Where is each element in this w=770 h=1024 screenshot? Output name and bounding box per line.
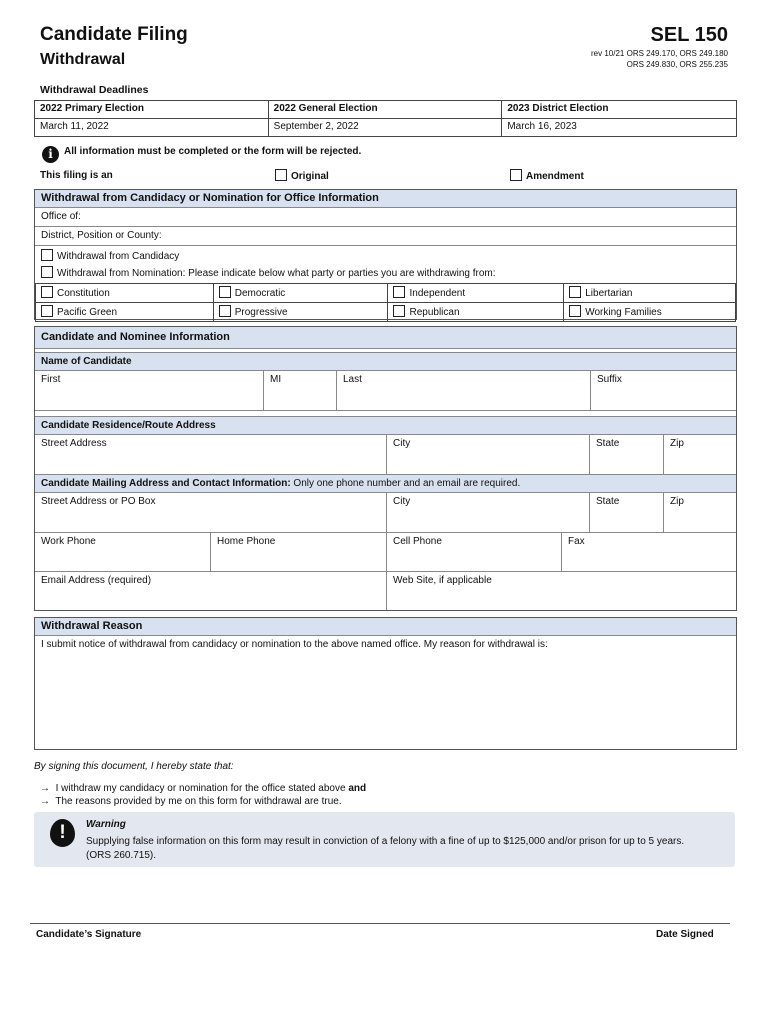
attestation-item-2-text: The reasons provided by me on this form for withdrawal are true. — [55, 796, 342, 807]
phone-row — [35, 533, 736, 572]
office-of-field[interactable] — [35, 208, 736, 227]
office-section-title: Withdrawal from Candidacy or Nomination for Office Information — [35, 190, 736, 208]
party-pacific-green-label: Pacific Green — [57, 307, 118, 318]
office-of-label: Office of: — [41, 211, 81, 222]
mailing-label — [35, 475, 736, 493]
date-signed-label: Date Signed — [656, 929, 714, 940]
candidate-signature-label: Candidate’s Signature — [36, 929, 142, 940]
website-field[interactable] — [386, 572, 736, 610]
withdraw-nomination-label: Withdrawal from Nomination: Please indicate below what party or parties you are withdrawing from: — [57, 268, 496, 279]
party-republican-box[interactable] — [393, 305, 405, 317]
last-name-label: Last — [343, 374, 362, 385]
cell-phone-field[interactable] — [386, 533, 561, 571]
withdraw-candidacy-label: Withdrawal from Candidacy — [57, 251, 180, 262]
mailing-zip-label: Zip — [670, 496, 684, 507]
party-democratic-box[interactable] — [219, 286, 231, 298]
name-of-candidate-label: Name of Candidate — [35, 353, 736, 371]
original-checkbox-box[interactable] — [275, 169, 287, 181]
amendment-checkbox-box[interactable] — [510, 169, 522, 181]
candidate-section-title: Candidate and Nominee Information — [35, 327, 736, 349]
residence-row — [35, 435, 736, 475]
revision-line-2: ORS 249.830, ORS 255.235 — [626, 60, 728, 69]
middle-initial-label: MI — [270, 374, 282, 385]
original-checkbox[interactable] — [275, 169, 329, 182]
party-independent-box[interactable] — [393, 286, 405, 298]
party-democratic-label: Democratic — [234, 288, 286, 299]
party-republican-label: Republican — [409, 307, 460, 318]
arrow-right-icon: → — [40, 783, 50, 794]
mailing-label-rest: Only one phone number and an email are required. — [290, 478, 521, 489]
reason-section-title: Withdrawal Reason — [35, 618, 736, 636]
suffix-field[interactable] — [590, 371, 736, 410]
arrow-right-icon: → — [40, 796, 50, 807]
website-label: Web Site, if applicable — [393, 575, 492, 586]
party-constitution-box[interactable] — [41, 286, 53, 298]
mailing-state-field[interactable] — [589, 493, 663, 532]
party-pacific-green-box[interactable] — [41, 305, 53, 317]
reason-section — [34, 617, 737, 750]
party-libertarian[interactable] — [564, 284, 736, 303]
deadline-header-district: 2023 District Election — [502, 101, 737, 119]
first-name-field[interactable] — [35, 371, 263, 410]
mailing-city-label: City — [393, 496, 411, 507]
district-label: District, Position or County: — [41, 230, 162, 241]
amendment-label: Amendment — [526, 171, 584, 182]
warning-box — [34, 812, 735, 867]
deadline-date-primary: March 11, 2022 — [35, 119, 269, 137]
residence-street-field[interactable] — [35, 435, 386, 474]
residence-street-label: Street Address — [41, 438, 107, 449]
first-name-label: First — [41, 374, 61, 385]
party-independent[interactable] — [388, 284, 564, 303]
attestation-item-1-bold: and — [348, 783, 367, 794]
party-democratic[interactable] — [213, 284, 388, 303]
party-constitution-label: Constitution — [57, 288, 110, 299]
reason-text: I submit notice of withdrawal from candidacy or nomination to the above named office. My reason for withdrawal is: — [41, 639, 548, 650]
party-libertarian-box[interactable] — [569, 286, 581, 298]
mailing-label-bold: Candidate Mailing Address and Contact Information: — [41, 478, 291, 489]
required-notice — [42, 146, 361, 163]
residence-label: Candidate Residence/Route Address — [35, 417, 736, 435]
withdraw-candidacy-box[interactable] — [41, 249, 53, 261]
signature-line[interactable] — [30, 923, 730, 924]
email-field[interactable] — [35, 572, 386, 610]
required-notice-text: All information must be completed or the form will be rejected. — [64, 146, 362, 157]
name-row — [35, 371, 736, 411]
party-constitution[interactable] — [36, 284, 214, 303]
deadline-header-general: 2022 General Election — [268, 101, 502, 119]
mailing-city-field[interactable] — [386, 493, 589, 532]
party-working-families-box[interactable] — [569, 305, 581, 317]
party-working-families[interactable] — [564, 303, 736, 322]
party-table — [35, 283, 736, 322]
mailing-state-label: State — [596, 496, 620, 507]
residence-state-label: State — [596, 438, 620, 449]
party-progressive-box[interactable] — [219, 305, 231, 317]
revision-line-1: rev 10/21 ORS 249.170, ORS 249.180 — [591, 49, 728, 58]
form-number: SEL 150 — [650, 24, 728, 46]
middle-initial-field[interactable] — [263, 371, 336, 410]
home-phone-field[interactable] — [210, 533, 386, 571]
withdraw-candidacy-checkbox[interactable] — [35, 246, 736, 265]
warning-icon: ! — [50, 819, 75, 847]
mailing-zip-field[interactable] — [663, 493, 736, 532]
party-libertarian-label: Libertarian — [585, 288, 633, 299]
original-label: Original — [291, 171, 329, 182]
mailing-row — [35, 493, 736, 533]
attestation-intro: By signing this document, I hereby state that: — [34, 761, 234, 772]
office-section — [34, 189, 737, 320]
deadlines-label: Withdrawal Deadlines — [40, 84, 149, 96]
party-progressive[interactable] — [213, 303, 388, 322]
party-pacific-green[interactable] — [36, 303, 214, 322]
fax-field[interactable] — [561, 533, 736, 571]
warning-title: Warning — [86, 819, 126, 830]
email-row — [35, 572, 736, 610]
suffix-label: Suffix — [597, 374, 622, 385]
residence-city-label: City — [393, 438, 411, 449]
mailing-street-label: Street Address or PO Box — [41, 496, 156, 507]
fax-label: Fax — [568, 536, 585, 547]
candidate-section — [34, 326, 737, 611]
form-subtitle: Withdrawal — [40, 51, 126, 68]
info-icon: i — [42, 146, 59, 163]
work-phone-label: Work Phone — [41, 536, 96, 547]
deadlines-table — [34, 100, 737, 137]
deadline-date-district: March 16, 2023 — [502, 119, 737, 137]
residence-city-field[interactable] — [386, 435, 589, 474]
attestation-item-2 — [40, 796, 342, 807]
party-working-families-label: Working Families — [585, 307, 662, 318]
home-phone-label: Home Phone — [217, 536, 276, 547]
party-independent-label: Independent — [409, 288, 466, 299]
withdraw-nomination-checkbox[interactable] — [35, 265, 736, 283]
filing-type-label: This filing is an — [40, 170, 113, 181]
revision-info — [488, 48, 728, 70]
withdraw-nomination-box[interactable] — [41, 266, 53, 278]
cell-phone-label: Cell Phone — [393, 536, 442, 547]
last-name-field[interactable] — [336, 371, 590, 410]
attestation-item-1-text: I withdraw my candidacy or nomination for the office stated above — [55, 783, 349, 794]
attestation-item-1 — [40, 783, 366, 794]
mailing-street-field[interactable] — [35, 493, 386, 532]
district-field[interactable] — [35, 227, 736, 246]
warning-text: Supplying false information on this form may result in conviction of a felony with a fine of up to $125,000 and/or prison for up to 5 years. (ORS 260.715). — [86, 836, 685, 861]
residence-zip-label: Zip — [670, 438, 684, 449]
residence-zip-field[interactable] — [663, 435, 736, 474]
reason-field[interactable] — [35, 636, 736, 653]
amendment-checkbox[interactable] — [510, 169, 584, 182]
form-title: Candidate Filing — [40, 24, 188, 45]
deadline-header-primary: 2022 Primary Election — [35, 101, 269, 119]
deadline-date-general: September 2, 2022 — [268, 119, 502, 137]
party-republican[interactable] — [388, 303, 564, 322]
residence-state-field[interactable] — [589, 435, 663, 474]
email-label: Email Address (required) — [41, 575, 152, 586]
work-phone-field[interactable] — [35, 533, 210, 571]
party-progressive-label: Progressive — [234, 307, 288, 318]
